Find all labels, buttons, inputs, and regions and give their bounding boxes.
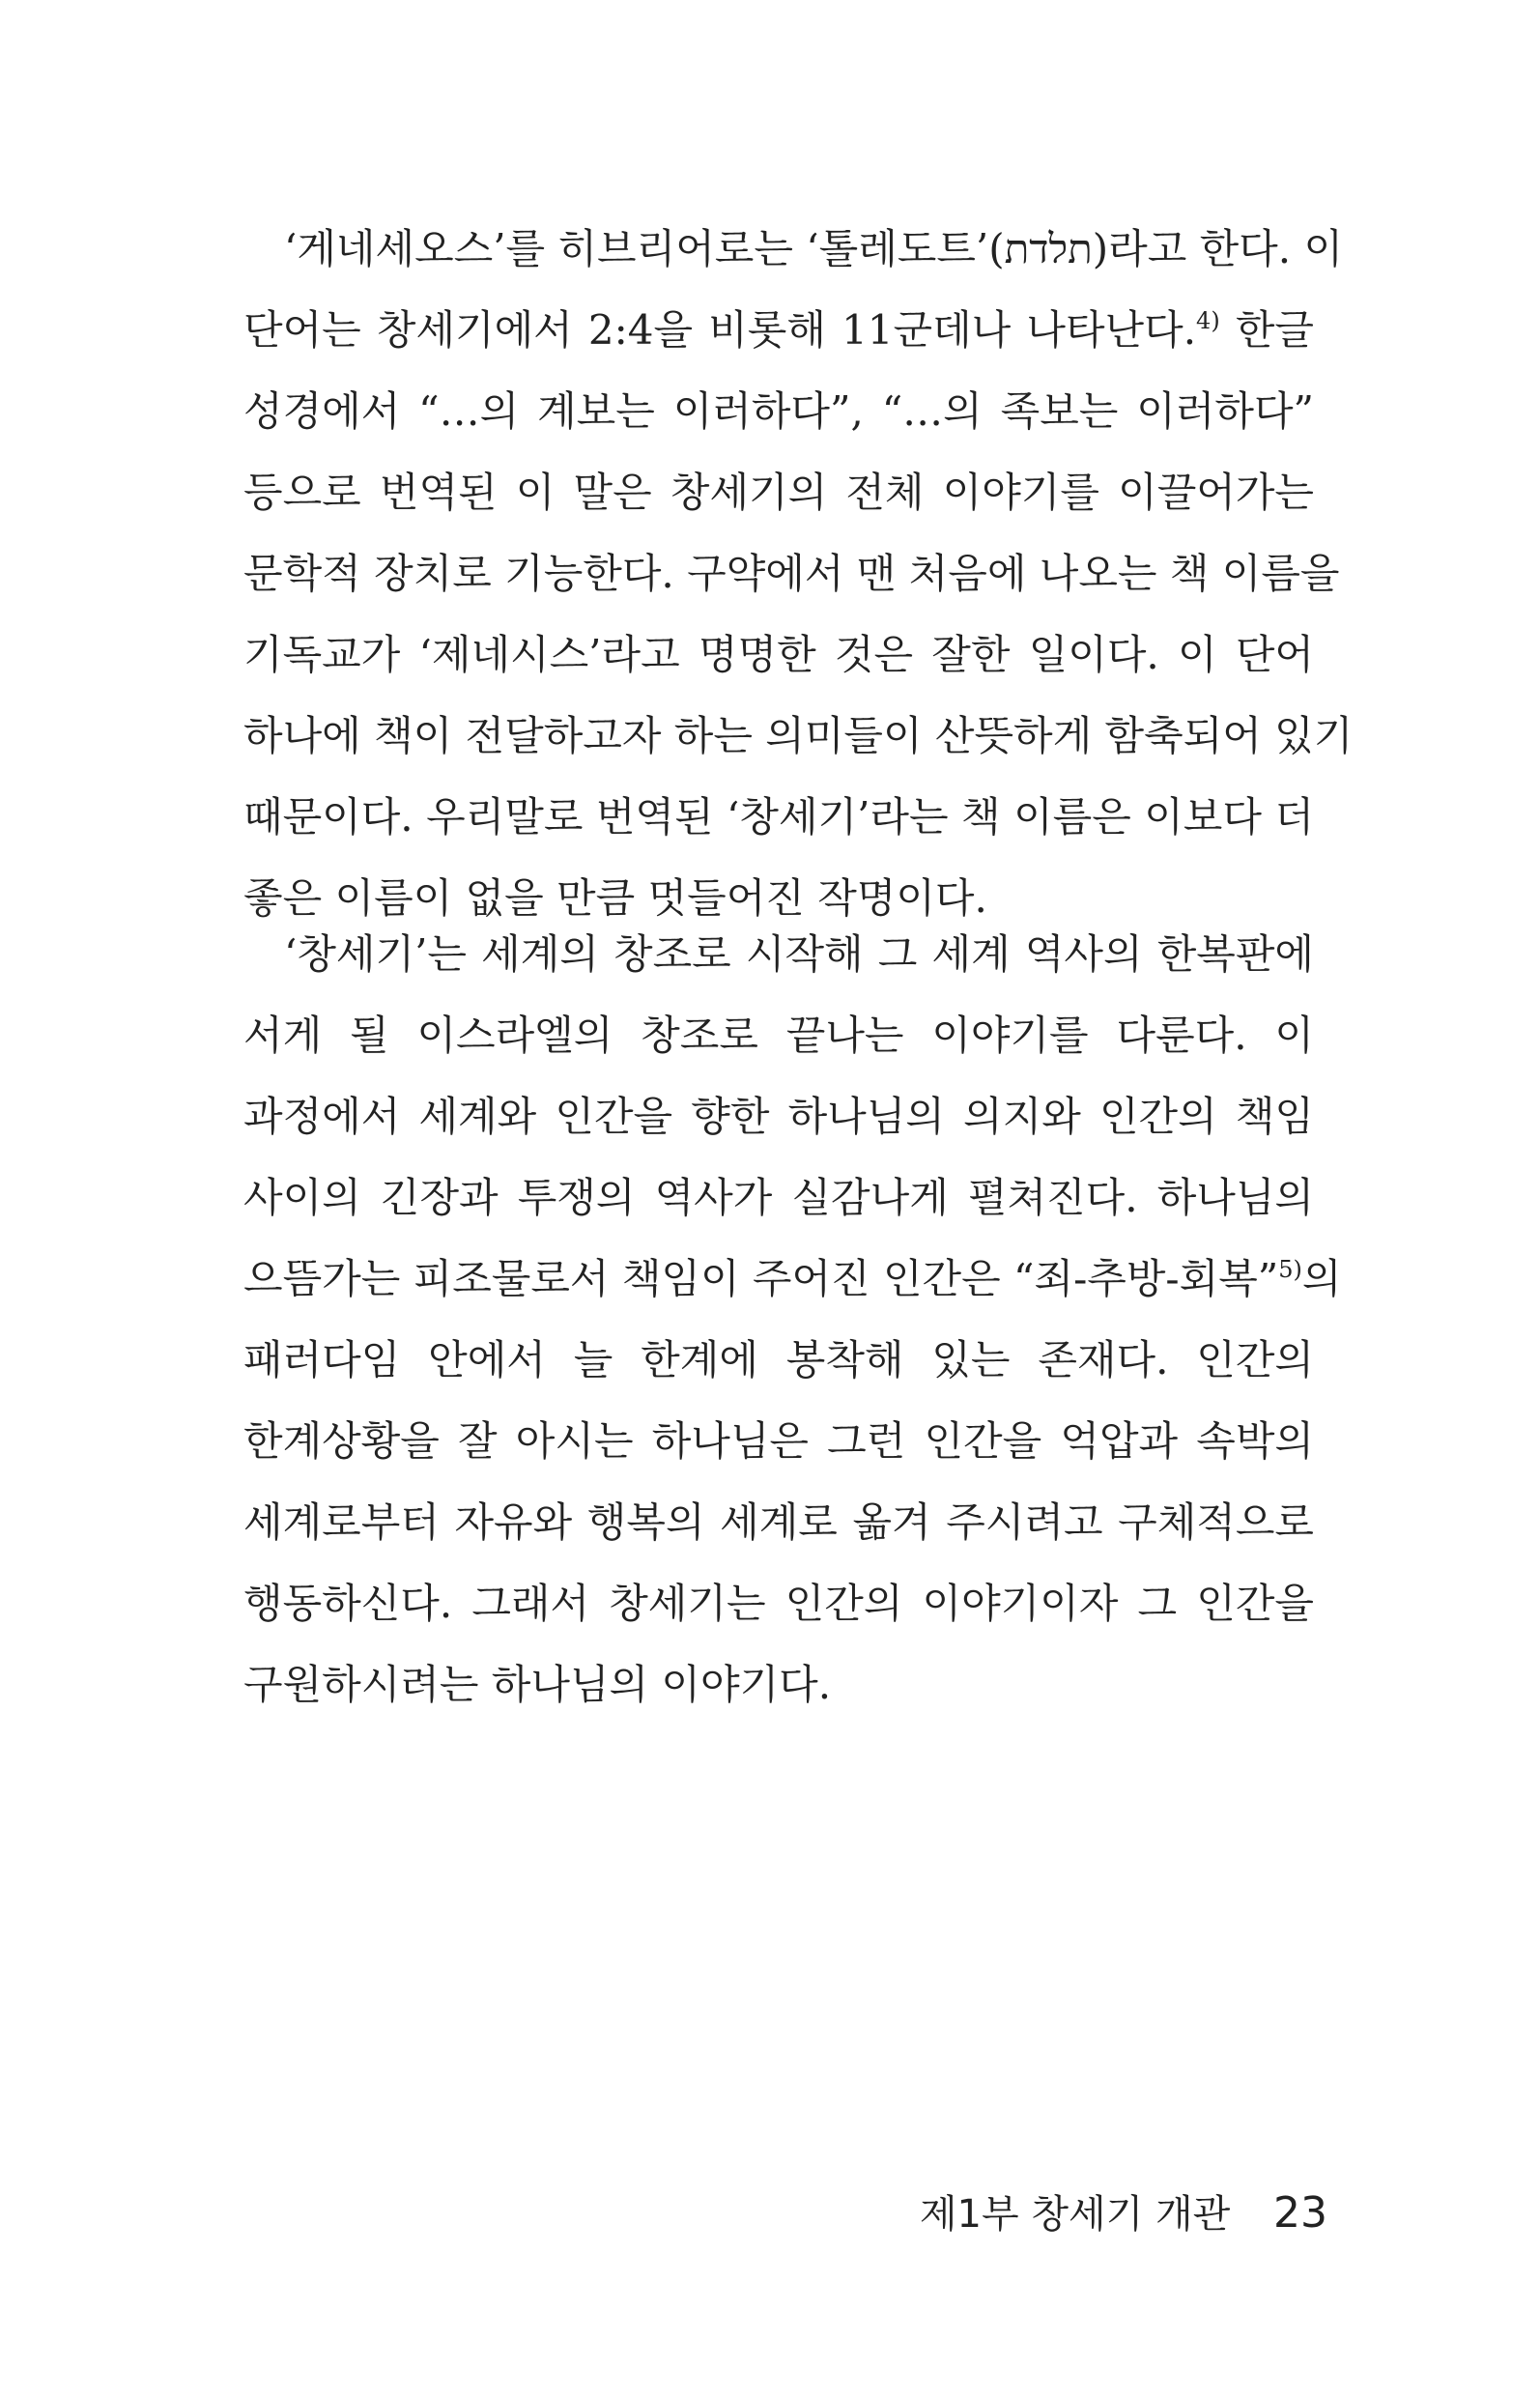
paragraph-line: 좋은 이름이 없을 만큼 멋들어진 작명이다. — [243, 874, 987, 922]
paragraph-line: 한계상황을 잘 아시는 하나님은 그런 인간을 억압과 속박의 — [243, 1417, 1314, 1465]
line-text: 한글 — [1219, 306, 1314, 354]
page-footer — [920, 2183, 1327, 2239]
paragraph-line: 기독교가 ‘제네시스’라고 명명한 것은 잘한 일이다. 이 단어 — [243, 631, 1314, 678]
footnote-ref: 4) — [1196, 307, 1220, 334]
paragraph-line: ‘창세기’는 세계의 창조로 시작해 그 세계 역사의 한복판에 — [284, 930, 1314, 978]
paragraph-line: 하나에 책이 전달하고자 하는 의미들이 산뜻하게 함축되어 있기 — [243, 712, 1354, 759]
paragraph-line: 패러다임 안에서 늘 한계에 봉착해 있는 존재다. 인간의 — [243, 1336, 1314, 1383]
footnote-ref: 5) — [1278, 1256, 1302, 1283]
paragraph-line: 행동하신다. 그래서 창세기는 인간의 이야기이자 그 인간을 — [243, 1580, 1314, 1627]
paragraph-1 — [243, 209, 1354, 939]
paragraph-line: 구원하시려는 하나님의 이야기다. — [243, 1661, 832, 1708]
paragraph-line: 등으로 번역된 이 말은 창세기의 전체 이야기를 이끌어가는 — [243, 469, 1314, 516]
paragraph-line: 과정에서 세계와 인간을 향한 하나님의 의지와 인간의 책임 — [243, 1093, 1314, 1140]
line-text: 단어는 창세기에서 2:4을 비롯해 11군데나 나타난다. — [243, 306, 1197, 354]
paragraph-line: 세계로부터 자유와 행복의 세계로 옮겨 주시려고 구체적으로 — [243, 1498, 1314, 1546]
paragraph-line — [243, 1239, 1342, 1320]
paragraph-line: 때문이다. 우리말로 번역된 ‘창세기’라는 책 이름은 이보다 더 — [243, 793, 1314, 841]
paragraph-line: ‘게네세오스’를 히브리어로는 ‘톨레도트’(תלדת)라고 한다. 이 — [284, 225, 1344, 272]
paragraph-line: 서게 될 이스라엘의 창조로 끝나는 이야기를 다룬다. 이 — [243, 1012, 1314, 1059]
paragraph-2 — [243, 914, 1342, 1726]
line-text: 으뜸가는 피조물로서 책임이 주어진 인간은 “죄-추방-회복” — [243, 1255, 1279, 1302]
running-footer-title: 제1부 창세기 개관 — [919, 2192, 1231, 2237]
page-number: 23 — [1273, 2188, 1327, 2238]
paragraph-line: 문학적 장치로 기능한다. 구약에서 맨 처음에 나오는 책 이름을 — [243, 550, 1340, 597]
paragraph-line: 성경에서 “…의 계보는 이러하다”, “…의 족보는 이러하다” — [243, 387, 1314, 435]
line-text: 의 — [1301, 1255, 1342, 1302]
paragraph-line — [243, 290, 1314, 371]
paragraph-line: 사이의 긴장과 투쟁의 역사가 실감나게 펼쳐진다. 하나님의 — [243, 1174, 1314, 1221]
